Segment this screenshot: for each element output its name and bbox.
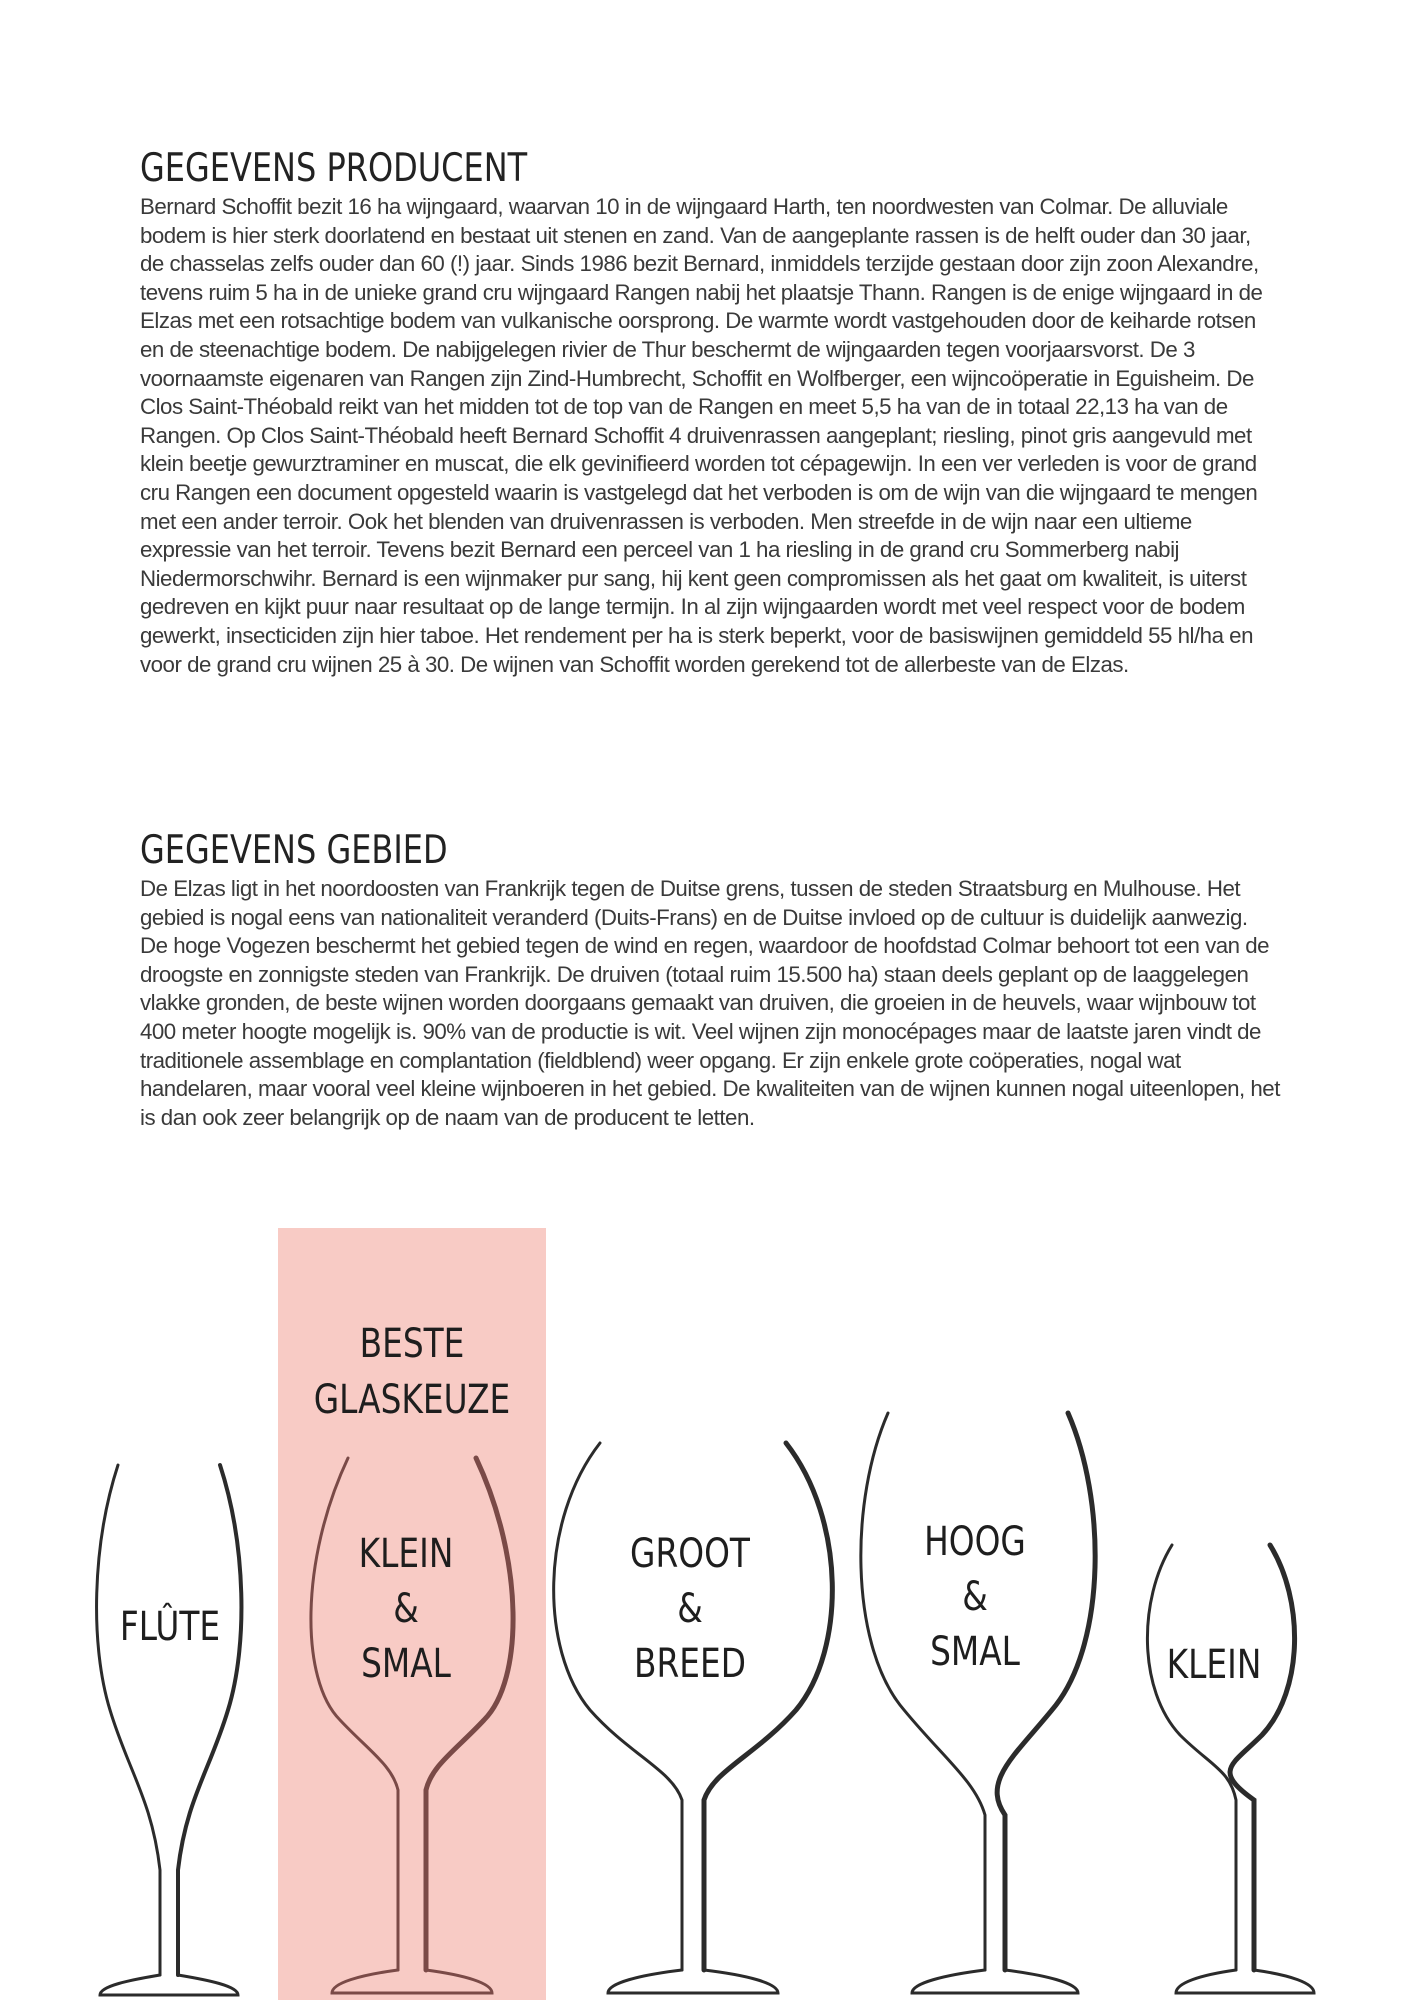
region-section (140, 828, 1280, 1132)
large-wide-glass-icon (554, 1443, 833, 1993)
glass-label-flute (104, 1600, 235, 1655)
glass-label-klein-smal (340, 1527, 471, 1692)
glass-label-groot-breed (624, 1527, 755, 1692)
producer-body: Bernard Schoffit bezit 16 ha wijngaard, waarvan 10 in de wijngaard Harth, ten noordwesten van Colmar. De alluviale bodem is hier sterk doorlatend en bestaat uit stenen en zand. Van de aangeplante rassen is de helft ouder dan 30 jaar, de chasselas zelfs ouder dan 60 (!) jaar. Sinds 1986 bezit Bernard, inmiddels terzijde gestaan door zijn zoon Alexandre, tevens ruim 5 ha in de unieke grand cru wijngaard Rangen nabij het plaatsje Thann. Rangen is de enige wijngaard in de Elzas met een rotsachtige bodem van vulkanische oorsprong. De warmte wordt vastgehouden door de keiharde rotsen en de steenachtige bodem. De nabijgelegen rivier de Thur beschermt de wijngaarden tegen voorjaarsvorst. De 3 voornaamste eigenaren van Rangen zijn Zind-Humbrecht, Schoffit en Wolfberger, een wijncoöperatie in Eguisheim. De Clos Saint-Théobald reikt van het midden tot de top van de Rangen en meet 5,5 ha van de in totaal 22,13 ha van de Rangen. Op Clos Saint-Théobald heeft Bernard Schoffit 4 druivenrassen aangeplant; riesling, pinot gris aangevuld met klein beetje gewurztraminer en muscat, die elk gevinifieerd worden tot cépagewijn. In een ver verleden is voor de grand cru Rangen een document opgesteld waarin is vastgelegd dat het verboden is om de wijn van die wijngaard te mengen met een ander terroir. Ook het blenden van druivenrassen is verboden. Men streefde in de wijn naar een ultieme expressie van het terroir. Tevens bezit Bernard een perceel van 1 ha riesling in de grand cru Sommerberg nabij Niedermorschwihr. Bernard is een wijnmaker pur sang, hij kent geen compromissen als het gaat om kwaliteit, is uiterst gedreven en kijkt puur naar resultaat op de lange termijn. In al zijn wijngaarden wordt met veel respect voor de bodem gewerkt, insecticiden zijn hier taboe. Het rendement per ha is sterk beperkt, voor de basiswijnen gemiddeld 55 hl/ha en voor de grand cru wijnen 25 à 30. De wijnen van Schoffit worden gerekend tot de allerbeste van de Elzas. (140, 194, 1263, 677)
best-glass-label-line-2: GLASKEUZE (313, 1377, 511, 1423)
glass-label-hoog-smal-line-2: & (962, 1574, 988, 1620)
best-glass-label-line-1: BESTE (359, 1321, 465, 1367)
glass-label-hoog-smal (909, 1515, 1040, 1680)
glass-label-klein-line-1: KLEIN (1166, 1642, 1262, 1688)
tall-narrow-glass-icon (861, 1413, 1095, 1993)
flute-glass-icon (97, 1465, 242, 1995)
region-heading: GEGEVENS GEBIED (140, 828, 448, 873)
glass-label-klein-smal-line-3: SMAL (361, 1641, 451, 1687)
glass-label-klein-smal-line-2: & (393, 1586, 419, 1632)
glass-label-hoog-smal-line-3: SMAL (930, 1629, 1020, 1675)
glass-label-groot-breed-line-2: & (677, 1586, 703, 1632)
small-glass-icon (1147, 1545, 1314, 1993)
glass-label-groot-breed-line-3: BREED (633, 1641, 747, 1687)
producer-section (140, 146, 1280, 679)
region-body: De Elzas ligt in het noordoosten van Frankrijk tegen de Duitse grens, tussen de steden Straatsburg en Mulhouse. Het gebied is nogal eens van nationaliteit veranderd (Duits-Frans) en de Duitse invloed op de cultuur is duidelijk aanwezig. De hoge Vogezen beschermt het gebied tegen de wind en regen, waardoor de hoofdstad Colmar behoort tot een van de droogste en zonnigste steden van Frankrijk. De druiven (totaal ruim 15.500 ha) staan deels geplant op de laaggelegen vlakke gronden, de beste wijnen worden doorgaans gemaakt van druiven, die groeien in de heuvels, waar wijnbouw tot 400 meter hoogte mogelijk is. 90% van de productie is wit. Veel wijnen zijn monocépages maar de laatste jaren vindt de traditionele assemblage en complantation (fieldblend) weer opgang. Er zijn enkele grote coöperaties, nogal wat handelaren, maar vooral veel kleine wijnboeren in het gebied. De kwaliteiten van de wijnen kunnen nogal uiteenlopen, het is dan ook zeer belangrijk op de naam van de producent te letten. (140, 876, 1280, 1130)
glass-label-hoog-smal-line-1: HOOG (924, 1519, 1026, 1565)
glass-label-klein (1148, 1638, 1279, 1693)
producer-heading: GEGEVENS PRODUCENT (140, 146, 528, 191)
glass-label-groot-breed-line-1: GROOT (630, 1531, 750, 1577)
glass-label-flute-line-1: FLÛTE (119, 1604, 221, 1650)
glass-label-klein-smal-line-1: KLEIN (358, 1531, 454, 1577)
